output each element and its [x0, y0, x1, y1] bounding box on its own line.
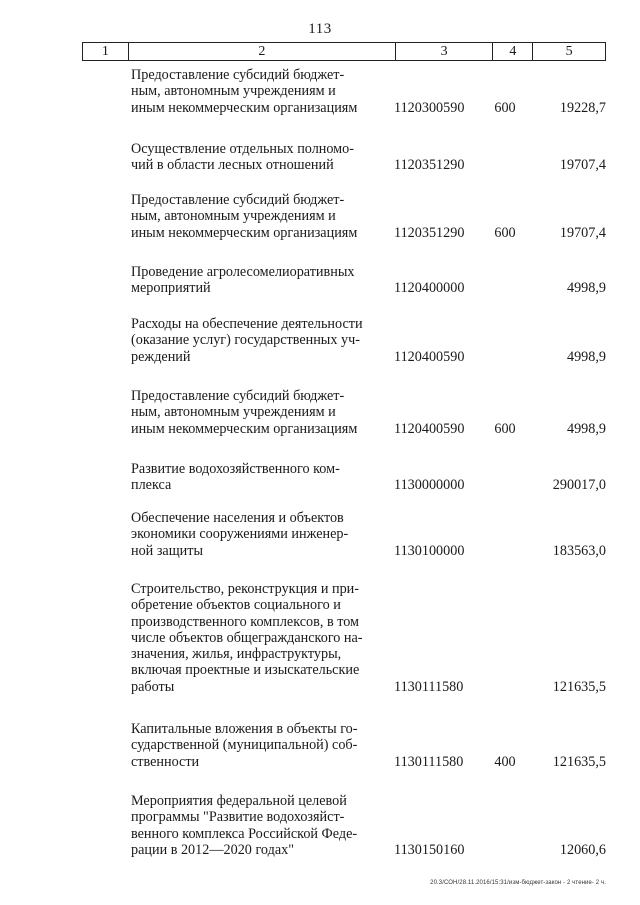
row-code: 1120400590	[394, 348, 465, 365]
row-code: 1130111580	[394, 678, 464, 695]
row-description	[131, 67, 381, 116]
header-col-2: 2	[129, 43, 396, 60]
row-description	[131, 316, 381, 365]
description-line: обретение объектов социального и	[131, 597, 341, 614]
row-code: 1120351290	[394, 224, 465, 241]
row-description	[131, 388, 381, 437]
row-description	[131, 461, 381, 494]
row-expense-type: 600	[494, 420, 516, 437]
description-line: программы "Развитие водохозяйст-	[131, 809, 345, 826]
description-line: Капитальные вложения в объекты го-	[131, 721, 358, 737]
row-expense-type: 400	[494, 753, 516, 770]
row-description	[131, 192, 381, 241]
description-line: Строительство, реконструкция и при-	[131, 581, 359, 597]
description-line: иным некоммерческим организациям	[131, 224, 358, 241]
header-col-4: 4	[493, 43, 533, 60]
row-code: 1130100000	[394, 542, 465, 559]
description-line: Осуществление отдельных полномо-	[131, 141, 354, 157]
row-amount: 19707,4	[559, 224, 606, 241]
description-line: сударственной (муниципальной) соб-	[131, 737, 358, 754]
description-line: иным некоммерческим организациям	[131, 420, 358, 437]
row-description	[131, 721, 381, 770]
description-line: числе объектов общегражданского на-	[131, 629, 363, 646]
row-code: 1120351290	[394, 157, 465, 174]
row-amount: 183563,0	[552, 542, 606, 559]
description-line: значения, жилья, инфраструктуры,	[131, 646, 342, 663]
description-line: Предоставление субсидий бюджет-	[131, 67, 345, 83]
header-col-1: 1	[83, 43, 129, 60]
footer-note: 20.3/СОН/28.11.2016/15:31/изм-бюджет-закон - 2 чтение- 2 ч.	[430, 880, 606, 886]
description-line: Обеспечение населения и объектов	[131, 510, 344, 526]
description-line: (оказание услуг) государственных уч-	[131, 332, 360, 349]
header-col-5: 5	[565, 43, 573, 59]
description-line: чий в области лесных отношений	[131, 157, 334, 174]
row-description	[131, 141, 381, 174]
description-line: ным, автономным учреждениям и	[131, 83, 336, 100]
row-description	[131, 581, 381, 695]
description-line: ной защиты	[131, 542, 203, 559]
description-line: ственности	[131, 753, 200, 770]
description-line: Развитие водохозяйственного ком-	[131, 461, 340, 477]
description-line: мероприятий	[131, 280, 211, 297]
description-line: Мероприятия федеральной целевой	[131, 793, 347, 809]
row-amount: 19228,7	[559, 99, 606, 116]
row-amount: 121635,5	[552, 753, 606, 770]
row-amount: 290017,0	[552, 477, 606, 494]
row-code: 1120400000	[394, 280, 465, 297]
row-description	[131, 510, 381, 559]
description-line: Расходы на обеспечение деятельности	[131, 316, 363, 332]
row-description	[131, 793, 381, 858]
description-line: экономики сооружениями инженер-	[131, 526, 349, 543]
description-line: ным, автономным учреждениям и	[131, 404, 336, 421]
description-line: иным некоммерческим организациям	[131, 99, 358, 116]
row-code: 1130111580	[394, 753, 464, 770]
description-line: рации в 2012—2020 годах"	[131, 841, 294, 858]
description-line: плекса	[131, 477, 172, 494]
row-code: 1120400590	[394, 420, 465, 437]
row-code: 1120300590	[394, 99, 465, 116]
description-line: работы	[131, 678, 175, 695]
row-expense-type: 600	[494, 224, 516, 241]
description-line: ным, автономным учреждениям и	[131, 208, 336, 225]
description-line: венного комплекса Российской Феде-	[131, 825, 358, 842]
row-amount: 19707,4	[559, 157, 606, 174]
description-line: реждений	[131, 348, 191, 365]
row-amount: 12060,6	[559, 841, 606, 858]
header-col-3: 3	[396, 43, 494, 60]
row-amount: 4998,9	[566, 420, 606, 437]
description-line: Проведение агролесомелиоративных	[131, 264, 355, 280]
row-amount: 4998,9	[566, 348, 606, 365]
description-line: Предоставление субсидий бюджет-	[131, 192, 345, 208]
description-line: включая проектные и изыскательские	[131, 662, 360, 679]
page-number: 113	[308, 21, 332, 37]
description-line: производственного комплексов, в том	[131, 613, 360, 630]
row-expense-type: 600	[494, 99, 516, 116]
row-description	[131, 264, 381, 297]
row-amount: 121635,5	[552, 678, 606, 695]
description-line: Предоставление субсидий бюджет-	[131, 388, 345, 404]
row-code: 1130150160	[394, 841, 465, 858]
row-code: 1130000000	[394, 477, 465, 494]
row-amount: 4998,9	[566, 280, 606, 297]
